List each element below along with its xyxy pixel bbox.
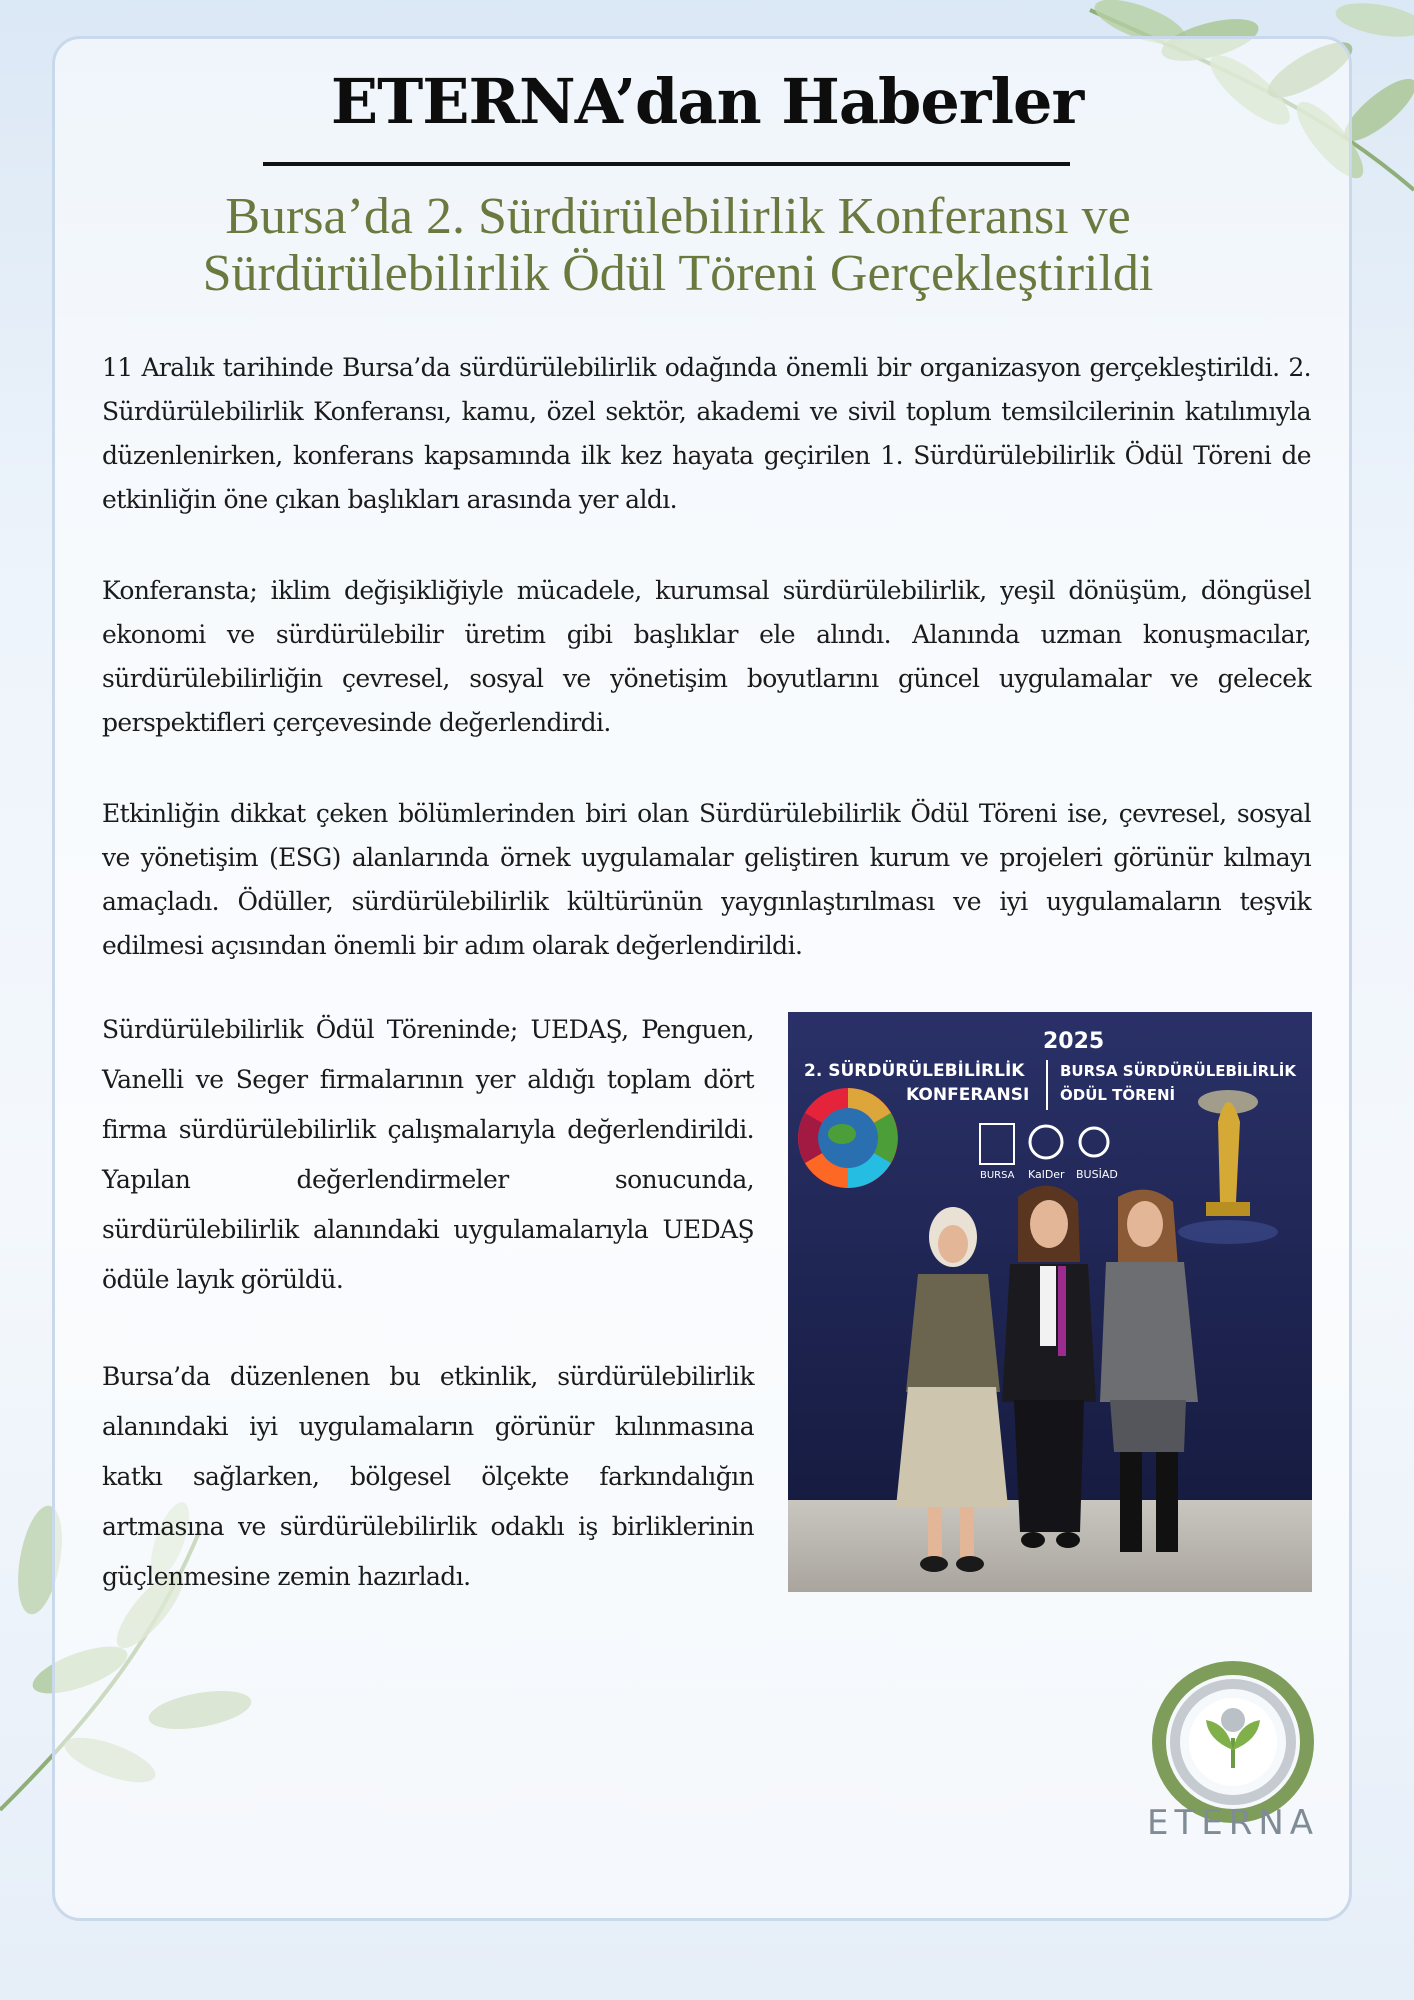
headline-line-1: Bursa’da 2. Sürdürülebilirlik Konferansı ve [225, 188, 1131, 245]
article-paragraph-4: Sürdürülebilirlik Ödül Töreninde; UEDAŞ, Penguen, Vanelli ve Seger firmalarının yer aldığı toplam dört firma sürdürülebilirlik çalışmalarıyla değerlendirildi. Yapılan değerlendirmeler sonucunda, sürdürülebilirlik alanındaki uygulamalarıyla UEDAŞ ödüle layık görüldü. [102, 1015, 754, 1294]
content-card [52, 36, 1352, 1921]
masthead-divider [263, 162, 1070, 166]
sponsor-busiad-label: BUSİAD [1076, 1168, 1118, 1181]
banner-left-title-2: KONFERANSI [906, 1085, 1030, 1105]
sponsor-bursa-label: BURSA [980, 1170, 1015, 1181]
banner-left-title-1: 2. SÜRDÜRÜLEBİLİRLİK [804, 1061, 1025, 1081]
article-headline [110, 188, 1246, 302]
newsletter-masthead: ETERNA’dan Haberler [330, 65, 1084, 138]
event-photo [788, 1012, 1312, 1592]
sponsor-kalder-label: KalDer [1028, 1168, 1065, 1181]
article-paragraph-2: Konferansta; iklim değişikliğiyle mücadele, kurumsal sürdürülebilirlik, yeşil dönüşüm, döngüsel ekonomi ve sürdürülebilir üretim gibi başlıklar ele alındı. Alanında uzman konuşmacılar, sürdürülebilirliğin çevresel, sosyal ve yönetişim boyutlarını güncel uygulamalar ve gelecek perspektifleri çerçevesinde değerlendirdi. [102, 576, 1311, 737]
banner-right-title-1: BURSA SÜRDÜRÜLEBİLİRLİK [1060, 1062, 1296, 1080]
sdg-wheel-icon [798, 1088, 898, 1188]
article-paragraph-5: Bursa’da düzenlenen bu etkinlik, sürdürülebilirlik alanındaki iyi uygulamaların görünür kılınmasına katkı sağlarken, bölgesel ölçekte farkındalığın artmasına ve sürdürülebilirlik odaklı iş birliklerinin güçlenmesine zemin hazırladı. [102, 1362, 754, 1591]
article-paragraph-3: Etkinliğin dikkat çeken bölümlerinden biri olan Sürdürülebilirlik Ödül Töreni ise, çevresel, sosyal ve yönetişim (ESG) alanlarında örnek uygulamalar geliştiren kurum ve projeleri görünür kılmayı amaçladı. Ödüller, sürdürülebilirlik kültürünün yaygınlaştırılması ve iyi uygulamaların teşvik edilmesi açısından önemli bir adım olarak değerlendirildi. [102, 799, 1311, 960]
eterna-logo-wordmark: ETERNA [1146, 1803, 1320, 1843]
article-paragraph-1: 11 Aralık tarihinde Bursa’da sürdürülebilirlik odağında önemli bir organizasyon gerçekleştirildi. 2. Sürdürülebilirlik Konferansı, kamu, özel sektör, akademi ve sivil toplum temsilcilerinin katılımıyla düzenlenirken, konferans kapsamında ilk kez hayata geçirilen 1. Sürdürülebilirlik Ödül Töreni de etkinliğin öne çıkan başlıkları arasında yer aldı. [102, 353, 1311, 514]
banner-year: 2025 [1043, 1029, 1105, 1054]
headline-line-2: Sürdürülebilirlik Ödül Töreni Gerçekleştirildi [202, 245, 1154, 302]
banner-right-title-2: ÖDÜL TÖRENİ [1060, 1086, 1176, 1104]
